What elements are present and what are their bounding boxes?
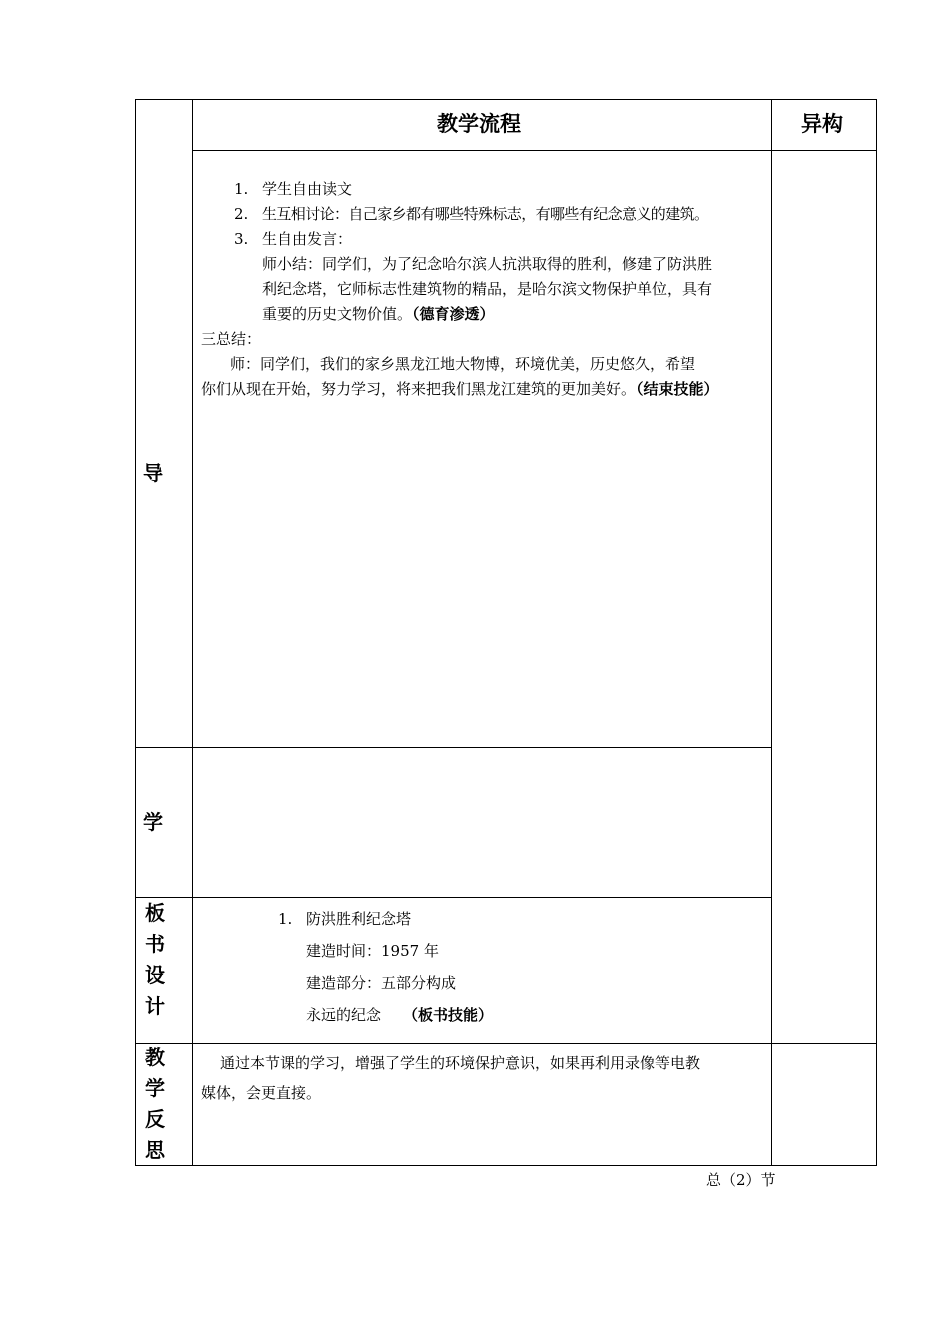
flow-header: 教学流程 [437, 112, 521, 136]
rule-bottom [135, 1165, 877, 1166]
rule-board-bottom [135, 1043, 877, 1044]
rule-right [876, 99, 877, 1166]
list-number: 2. [234, 205, 249, 223]
board-line: 永远的纪念 （板书技能） [306, 1006, 494, 1024]
teacher-summary-line: 重要的历史文物价值。（德育渗透） [262, 305, 495, 323]
board-title: 1. 防洪胜利纪念塔 [278, 910, 412, 928]
list-text: 生自由发言： [262, 230, 353, 248]
rule-dao-bottom [135, 747, 771, 748]
board-line: 建造时间：1957 年 [306, 942, 439, 960]
total-sections: 总（2）节 [706, 1171, 776, 1189]
board-tag: （板书技能） [403, 1006, 494, 1024]
section-label-xue: 学 [143, 810, 163, 834]
board-line: 建造部分：五部分构成 [306, 974, 457, 992]
rule-top [135, 99, 877, 100]
section-label-board: 板 书 设 计 [145, 901, 165, 1018]
conclusion-line: 师：同学们，我们的家乡黑龙江地大物博，环境优美，历史悠久，希望 [230, 355, 696, 373]
reflection-line: 通过本节课的学习，增强了学生的环境保护意识，如果再利用录像等电教 [220, 1054, 701, 1072]
variant-header: 异构 [801, 112, 843, 136]
rule-xue-bottom [135, 897, 771, 898]
rule-col1 [192, 99, 193, 1166]
list-item [234, 177, 353, 202]
rule-header-bottom [192, 150, 877, 151]
reflection-line: 媒体，会更直接。 [201, 1084, 322, 1102]
list-number: 3. [234, 230, 249, 248]
list-number: 1. [234, 180, 249, 198]
ending-tag: （结束技能） [636, 380, 719, 398]
section-label-dao: 导 [143, 461, 163, 485]
moral-tag: （德育渗透） [412, 305, 495, 323]
conclusion-title: 三总结： [201, 330, 262, 348]
section-label-reflect: 教 学 反 思 [145, 1045, 165, 1162]
list-item [234, 202, 709, 227]
list-text: 学生自由读文 [262, 180, 353, 198]
teacher-summary-line: 师小结：同学们，为了纪念哈尔滨人抗洪取得的胜利，修建了防洪胜 [262, 255, 713, 273]
conclusion-line: 你们从现在开始，努力学习，将来把我们黑龙江建筑的更加美好。（结束技能） [201, 380, 719, 398]
list-text: 生互相讨论：自己家乡都有哪些特殊标志，有哪些有纪念意义的建筑。 [262, 205, 709, 223]
rule-col2 [771, 99, 772, 1166]
list-item [234, 227, 353, 252]
teacher-summary-line: 利纪念塔，它师标志性建筑物的精品，是哈尔滨文物保护单位，具有 [262, 280, 713, 298]
